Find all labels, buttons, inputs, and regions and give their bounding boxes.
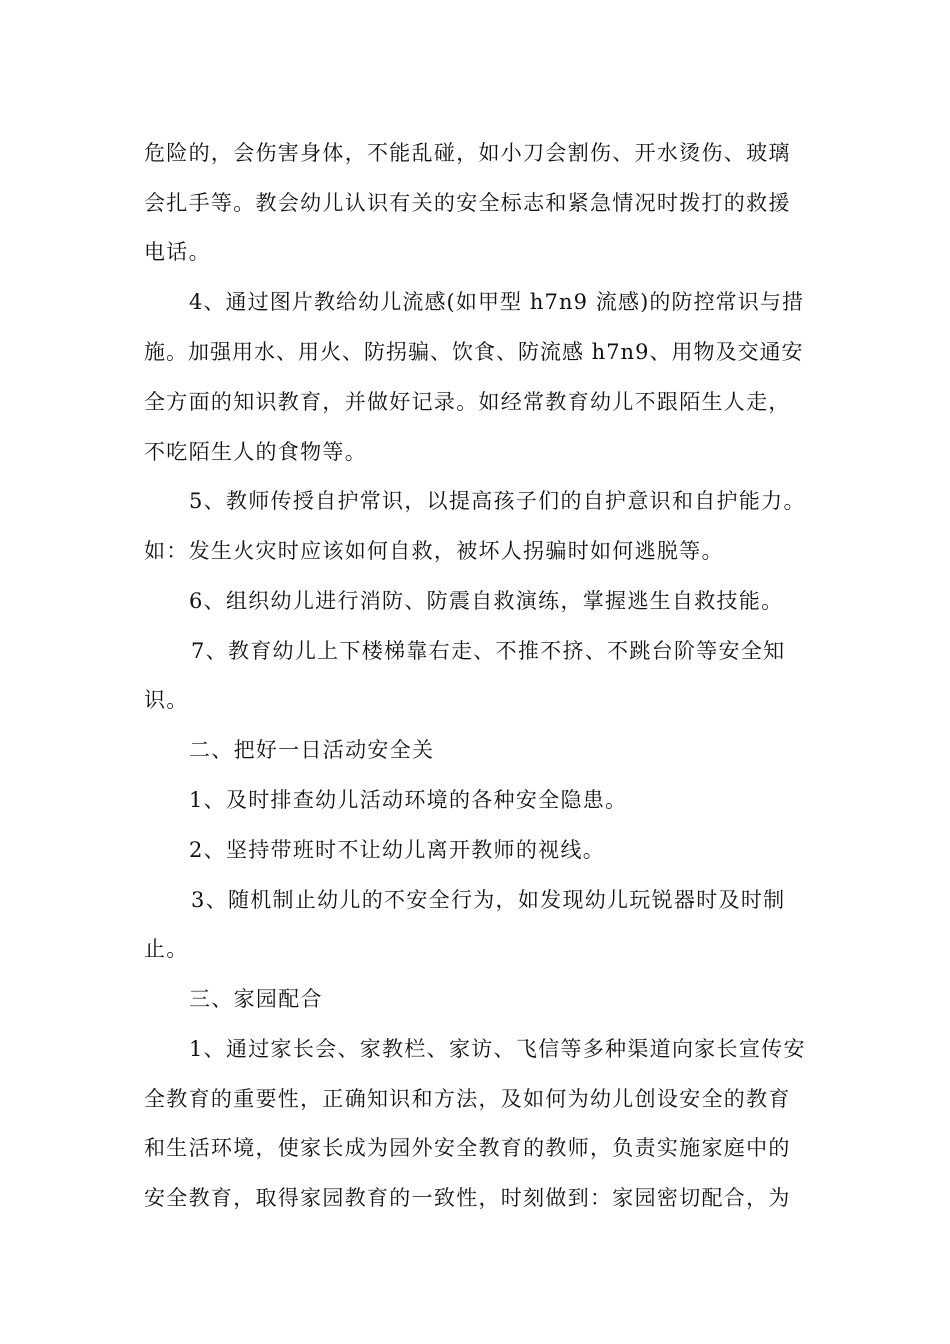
text-line: 不吃陌生人的食物等。 <box>144 440 367 464</box>
text-line: 如：发生火灾时应该如何自救，被坏人拐骗时如何逃脱等。 <box>144 539 724 563</box>
section-heading-3: 三、家园配合 <box>189 987 323 1011</box>
text-line: 全教育的重要性，正确知识和方法，及如何为幼儿创设安全的教育 <box>144 1087 791 1111</box>
paragraph-6-first-line: 6、组织幼儿进行消防、防震自救演练，掌握逃生自救技能。 <box>189 589 784 613</box>
text-line: 和生活环境，使家长成为园外安全教育的教师，负责实施家庭中的 <box>144 1136 791 1160</box>
section-2-item-2: 2、坚持带班时不让幼儿离开教师的视线。 <box>189 838 606 862</box>
paragraph-7-first-line: 7、教育幼儿上下楼梯靠右走、不推不挤、不跳台阶等安全知 <box>191 639 786 663</box>
paragraph-4-first-line: 4、通过图片教给幼儿流感(如甲型 h7n9 流感)的防控常识与措 <box>189 290 805 314</box>
text-line: 识。 <box>144 688 189 712</box>
paragraph-5-first-line: 5、教师传授自护常识，以提高孩子们的自护意识和自护能力。 <box>189 489 806 513</box>
section-3-item-1: 1、通过家长会、家教栏、家访、飞信等多种渠道向家长宣传安 <box>189 1037 806 1061</box>
text-line: 全方面的知识教育，并做好记录。如经常教育幼儿不跟陌生人走， <box>144 390 791 414</box>
text-line: 危险的，会伤害身体，不能乱碰，如小刀会割伤、开水烫伤、玻璃 <box>144 141 791 165</box>
text-line: 电话。 <box>144 240 211 264</box>
text-line: 会扎手等。教会幼儿认识有关的安全标志和紧急情况时拨打的救援 <box>144 191 791 215</box>
text-line: 止。 <box>144 937 189 961</box>
text-line: 安全教育，取得家园教育的一致性，时刻做到：家园密切配合，为 <box>144 1186 791 1210</box>
section-2-item-1: 1、及时排查幼儿活动环境的各种安全隐患。 <box>189 788 628 812</box>
section-2-item-3: 3、随机制止幼儿的不安全行为，如发现幼儿玩锐器时及时制 <box>191 888 786 912</box>
section-heading-2: 二、把好一日活动安全关 <box>189 738 435 762</box>
text-line: 施。加强用水、用火、防拐骗、饮食、防流感 h7n9、用物及交通安 <box>144 340 804 364</box>
